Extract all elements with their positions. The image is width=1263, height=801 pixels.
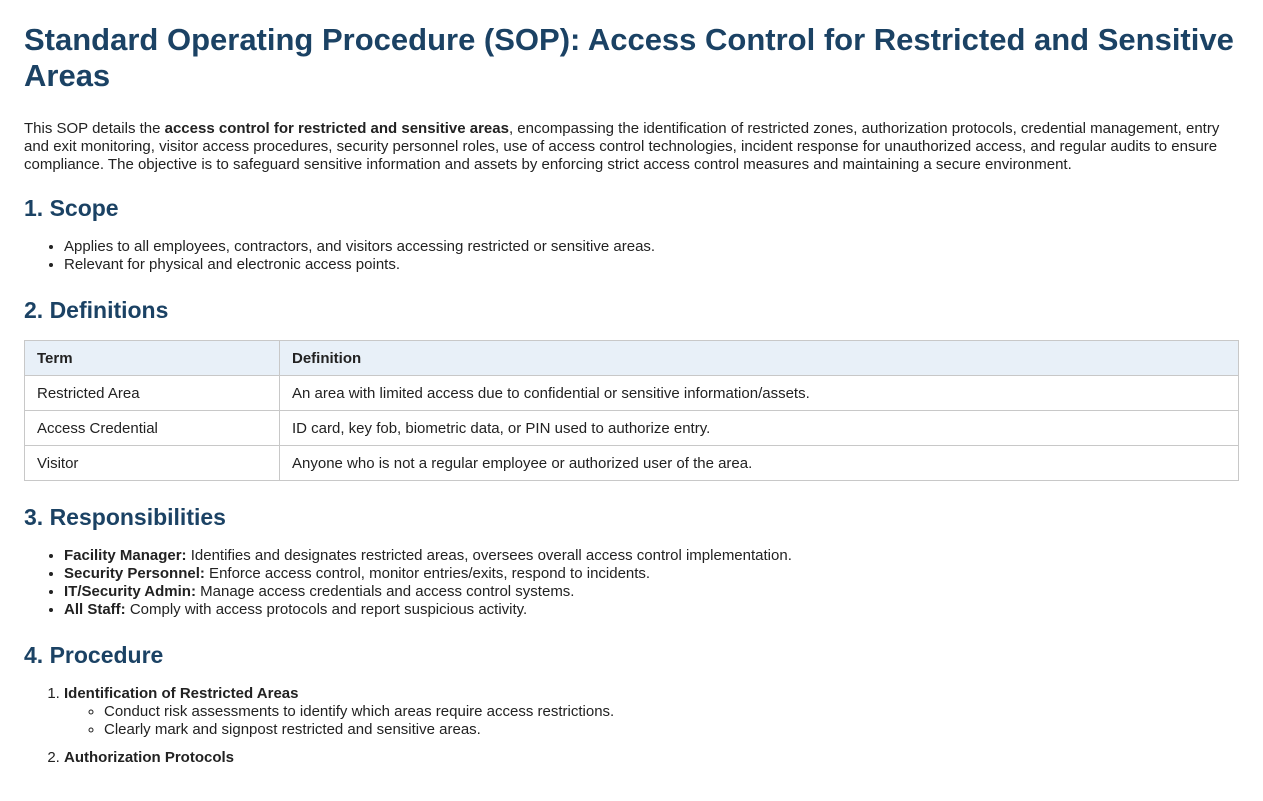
role-description: Manage access credentials and access control systems. bbox=[195, 583, 575, 600]
role-description: Comply with access protocols and report suspicious activity. bbox=[125, 601, 528, 618]
list-item: • Applies to all employees, contractors, and visitors accessing restricted or sensitive areas. bbox=[64, 238, 1239, 256]
role-label: IT/Security Admin: bbox=[64, 583, 196, 600]
list-item bbox=[64, 565, 1239, 583]
role-description: Identifies and designates restricted areas, oversees overall access control implementation. bbox=[186, 547, 792, 564]
definition-cell: An area with limited access due to confidential or sensitive information/assets. bbox=[280, 376, 1239, 411]
definition-cell: Anyone who is not a regular employee or authorized user of the area. bbox=[280, 446, 1239, 481]
table-header-row bbox=[25, 341, 1239, 376]
procedure-heading: 4. Procedure bbox=[24, 642, 164, 668]
intro-suffix: , encompassing the identification of restricted zones, authorization protocols, credential management, entry and exit monitoring, visitor access procedures, security personnel roles, use of access control technologies, incident response for unauthorized access, and regular audits to ensure compliance. The objective is to safeguard sensitive information and assets by enforcing strict access control measures and maintaining a secure environment. bbox=[24, 120, 1220, 173]
list-item: ◦ Conduct risk assessments to identify which areas require access restrictions. bbox=[104, 703, 1239, 721]
definitions-table bbox=[24, 340, 1239, 481]
responsibilities-list bbox=[24, 547, 1239, 619]
scope-heading: 1. Scope bbox=[24, 195, 119, 221]
responsibilities-heading: 3. Responsibilities bbox=[24, 504, 226, 530]
intro-emphasis: access control for restricted and sensitive areas bbox=[164, 120, 509, 137]
scope-list bbox=[24, 238, 1239, 274]
table-row bbox=[25, 446, 1239, 481]
term-cell: Access Credential bbox=[25, 411, 280, 446]
intro-prefix: This SOP details the bbox=[24, 120, 165, 137]
role-label: All Staff: bbox=[64, 601, 126, 618]
list-item bbox=[64, 601, 1239, 619]
column-header-definition: Definition bbox=[280, 341, 1239, 376]
list-item bbox=[64, 583, 1239, 601]
term-cell: Visitor bbox=[25, 446, 280, 481]
table-row bbox=[25, 411, 1239, 446]
intro-paragraph bbox=[24, 120, 1239, 174]
list-item: ◦ Clearly mark and signpost restricted and sensitive areas. bbox=[104, 721, 1239, 739]
step-title: Authorization Protocols bbox=[64, 749, 234, 766]
role-label: Security Personnel: bbox=[64, 565, 205, 582]
role-description: Enforce access control, monitor entries/exits, respond to incidents. bbox=[204, 565, 651, 582]
list-item: • Relevant for physical and electronic access points. bbox=[64, 256, 1239, 274]
term-cell: Restricted Area bbox=[25, 376, 280, 411]
definition-cell: ID card, key fob, biometric data, or PIN used to authorize entry. bbox=[280, 411, 1239, 446]
procedure-step bbox=[64, 749, 1239, 767]
step-substeps bbox=[64, 703, 1239, 739]
procedure-step bbox=[64, 685, 1239, 739]
procedure-steps bbox=[24, 685, 1239, 767]
definitions-heading: 2. Definitions bbox=[24, 297, 169, 323]
column-header-term: Term bbox=[25, 341, 280, 376]
table-row bbox=[25, 376, 1239, 411]
page-title: Standard Operating Procedure (SOP): Access Control for Restricted and Sensitive Areas bbox=[24, 22, 1234, 93]
list-item bbox=[64, 547, 1239, 565]
step-title: Identification of Restricted Areas bbox=[64, 685, 299, 702]
role-label: Facility Manager: bbox=[64, 547, 187, 564]
